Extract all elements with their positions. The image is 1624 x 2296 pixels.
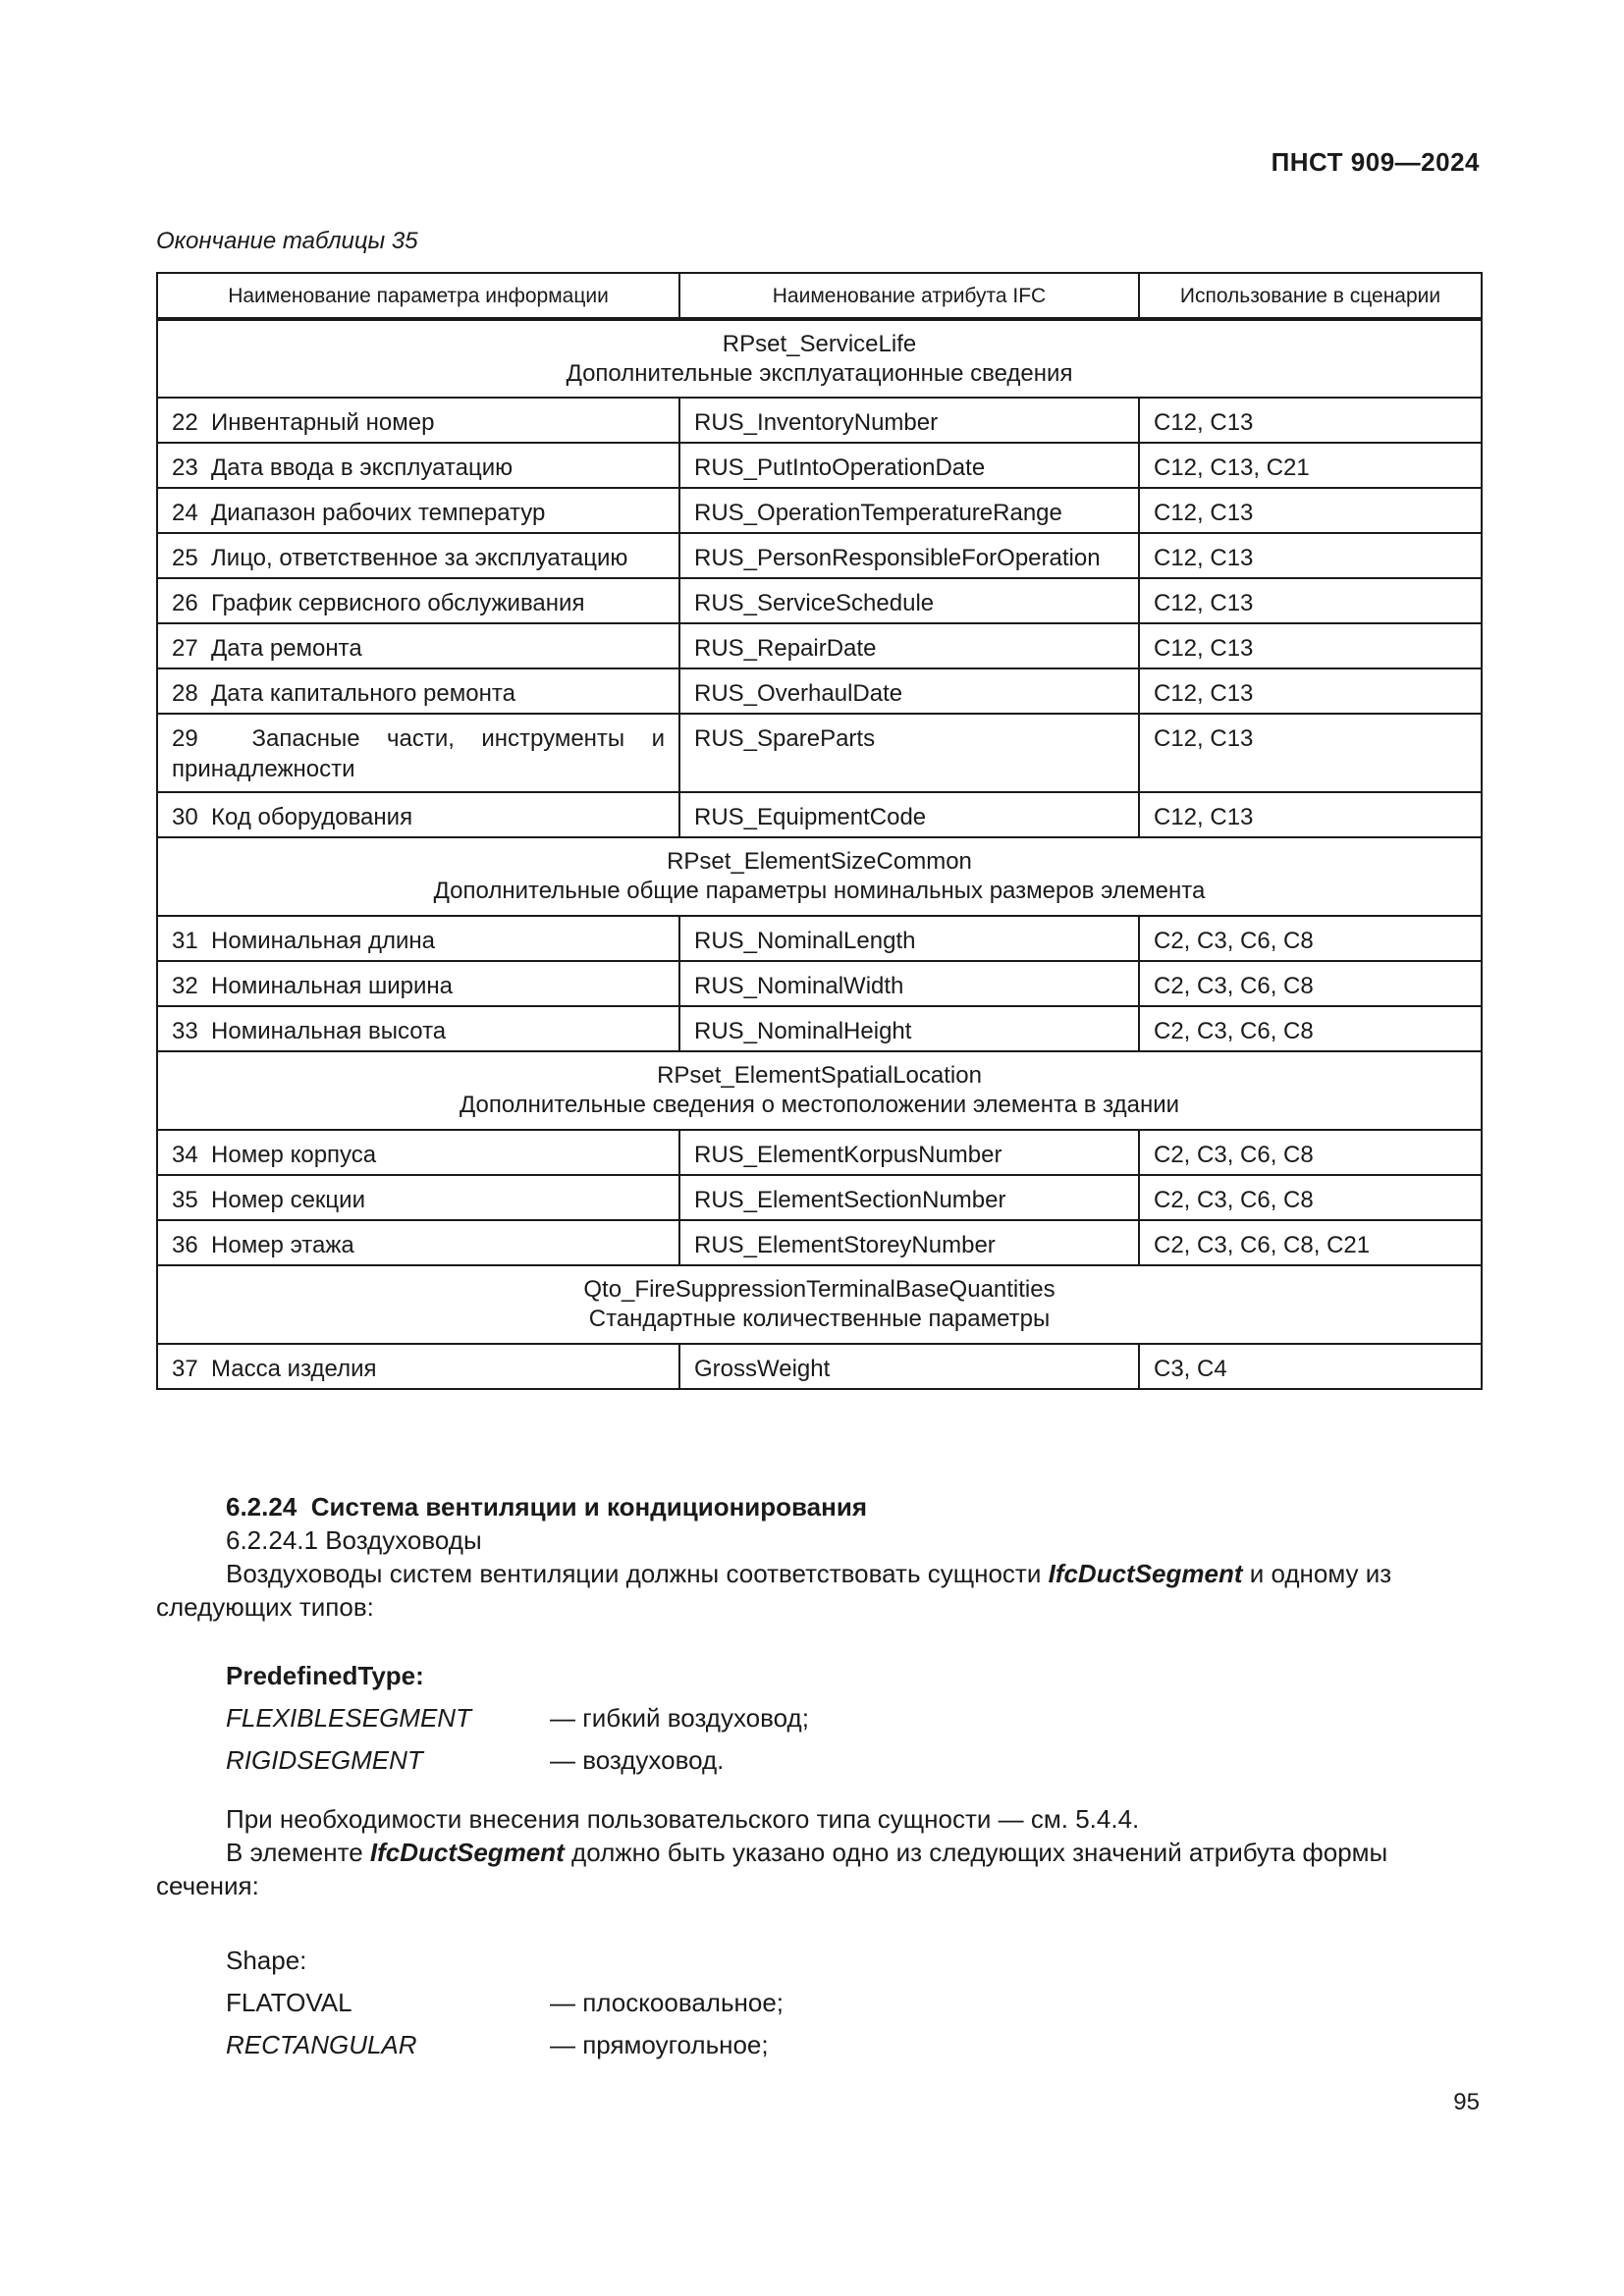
entity-name: IfcDuctSegment <box>369 1838 565 1867</box>
param-cell: 31 Номинальная длина <box>157 916 679 961</box>
group-header <box>157 1051 1482 1130</box>
param-cell: 30 Код оборудования <box>157 792 679 837</box>
attribute-cell: GrossWeight <box>679 1344 1139 1389</box>
section-block-2 <box>156 1802 1481 1902</box>
usage-cell: C12, C13, C21 <box>1139 443 1482 488</box>
attribute-cell: RUS_NominalHeight <box>679 1006 1139 1051</box>
table-row <box>157 533 1482 578</box>
paragraph-2: При необходимости внесения пользовательского типа сущности — см. 5.4.4. <box>226 1804 1140 1834</box>
attribute-cell: RUS_EquipmentCode <box>679 792 1139 837</box>
param-cell: 23 Дата ввода в эксплуатацию <box>157 443 679 488</box>
paragraph-3 <box>156 1836 1481 1869</box>
attribute-cell: RUS_InventoryNumber <box>679 398 1139 443</box>
predefined-value: — воздуховод. <box>550 1745 725 1775</box>
table-row <box>157 1220 1482 1265</box>
group-subtitle: Дополнительные сведения о местоположении элемента в здании <box>459 1092 1180 1118</box>
group-title: RPset_ServiceLife <box>722 330 917 357</box>
attribute-cell: RUS_ElementStoreyNumber <box>679 1220 1139 1265</box>
table-row <box>157 916 1482 961</box>
param-cell: 36 Номер этажа <box>157 1220 679 1265</box>
shape-key: RECTANGULAR <box>226 2030 417 2059</box>
param-cell: 28 Дата капитального ремонта <box>157 668 679 714</box>
parameters-table <box>156 272 1483 1390</box>
usage-cell: C12, C13 <box>1139 398 1482 443</box>
group-title: RPset_ElementSpatialLocation <box>657 1062 982 1089</box>
shape-item <box>226 2028 769 2061</box>
table-caption: Окончание таблицы 35 <box>156 228 418 254</box>
group-header <box>157 837 1482 916</box>
attribute-cell: RUS_ElementKorpusNumber <box>679 1130 1139 1175</box>
attribute-cell: RUS_ServiceSchedule <box>679 578 1139 623</box>
column-header: Использование в сценарии <box>1139 273 1482 319</box>
paragraph-text: Воздуховоды систем вентиляции должны соответствовать сущности <box>226 1559 1049 1588</box>
group-row <box>157 837 1482 916</box>
table-row <box>157 1006 1482 1051</box>
usage-cell: C2, C3, C6, C8 <box>1139 961 1482 1006</box>
group-row <box>157 319 1482 398</box>
attribute-cell: RUS_RepairDate <box>679 623 1139 668</box>
attribute-cell: RUS_ElementSectionNumber <box>679 1175 1139 1220</box>
section-heading-text: Система вентиляции и кондиционирования <box>310 1492 867 1522</box>
group-subtitle: Дополнительные эксплуатационные сведения <box>566 359 1073 387</box>
group-title: Qto_FireSuppressionTerminalBaseQuantities <box>583 1276 1056 1303</box>
param-cell: 29 Запасные части, инструменты и принадлежности <box>157 714 679 792</box>
param-cell: 37 Масса изделия <box>157 1344 679 1389</box>
predefined-key: FLEXIBLESEGMENT <box>226 1703 471 1733</box>
predefined-item <box>226 1701 809 1735</box>
usage-cell: C12, C13 <box>1139 714 1482 792</box>
usage-cell: C2, C3, C6, C8 <box>1139 916 1482 961</box>
predefined-key: RIGIDSEGMENT <box>226 1745 423 1775</box>
predefined-value: — гибкий воздуховод; <box>550 1703 809 1733</box>
paragraph-text: и одному из <box>1242 1559 1392 1588</box>
paragraph-text: должно быть указано одно из следующих значений атрибута формы <box>564 1838 1388 1867</box>
table-row <box>157 443 1482 488</box>
table-row <box>157 668 1482 714</box>
usage-cell: C12, C13 <box>1139 668 1482 714</box>
predefined-item <box>226 1743 724 1777</box>
group-row <box>157 1051 1482 1130</box>
attribute-cell: RUS_PersonResponsibleForOperation <box>679 533 1139 578</box>
attribute-cell: RUS_NominalWidth <box>679 961 1139 1006</box>
param-cell: 32 Номинальная ширина <box>157 961 679 1006</box>
paragraph-1 <box>156 1557 1481 1590</box>
param-cell: 27 Дата ремонта <box>157 623 679 668</box>
param-cell: 26 График сервисного обслуживания <box>157 578 679 623</box>
section-heading-number: 6.2.24 <box>226 1492 298 1522</box>
usage-cell: C2, C3, C6, C8 <box>1139 1006 1482 1051</box>
paragraph-text: В элементе <box>226 1838 370 1867</box>
table-row <box>157 1344 1482 1389</box>
usage-cell: C12, C13 <box>1139 578 1482 623</box>
section-heading <box>156 1490 1481 1523</box>
usage-cell: C2, C3, C6, C8 <box>1139 1175 1482 1220</box>
section-block <box>156 1490 1481 1624</box>
group-title: RPset_ElementSizeCommon <box>667 848 972 875</box>
attribute-cell: RUS_NominalLength <box>679 916 1139 961</box>
predefined-type-label: PredefinedType: <box>226 1661 424 1690</box>
paragraph-3-continued: сечения: <box>156 1871 259 1900</box>
group-subtitle: Дополнительные общие параметры номинальных размеров элемента <box>433 878 1206 904</box>
attribute-cell: RUS_OperationTemperatureRange <box>679 488 1139 533</box>
attribute-cell: RUS_PutIntoOperationDate <box>679 443 1139 488</box>
param-cell: 24 Диапазон рабочих температур <box>157 488 679 533</box>
column-header: Наименование параметра информации <box>157 273 679 319</box>
table-row <box>157 961 1482 1006</box>
shape-value: — прямоугольное; <box>550 2030 769 2059</box>
table-row <box>157 714 1482 792</box>
paragraph-1-continued: следующих типов: <box>156 1592 374 1622</box>
table-row <box>157 792 1482 837</box>
shape-label: Shape: <box>226 1946 307 1975</box>
usage-cell: C12, C13 <box>1139 792 1482 837</box>
sub-heading: 6.2.24.1 Воздуховоды <box>226 1525 482 1555</box>
document-code: ПНСТ 909—2024 <box>1271 147 1480 177</box>
param-cell: 35 Номер секции <box>157 1175 679 1220</box>
usage-cell: C2, C3, C6, C8 <box>1139 1130 1482 1175</box>
param-cell: 33 Номинальная высота <box>157 1006 679 1051</box>
param-cell: 22 Инвентарный номер <box>157 398 679 443</box>
group-subtitle: Стандартные количественные параметры <box>588 1306 1051 1332</box>
shape-key: FLATOVAL <box>226 1988 352 2017</box>
table-row <box>157 578 1482 623</box>
param-cell: 34 Номер корпуса <box>157 1130 679 1175</box>
table-row <box>157 1175 1482 1220</box>
usage-cell: C2, C3, C6, C8, C21 <box>1139 1220 1482 1265</box>
table-header-row <box>157 273 1482 319</box>
usage-cell: C12, C13 <box>1139 623 1482 668</box>
table-row <box>157 623 1482 668</box>
page-number: 95 <box>1453 2089 1480 2115</box>
shape-value: — плоскоовальное; <box>550 1988 785 2017</box>
param-cell: 25 Лицо, ответственное за эксплуатацию <box>157 533 679 578</box>
group-row <box>157 1265 1482 1344</box>
attribute-cell: RUS_SpareParts <box>679 714 1139 792</box>
table-row <box>157 488 1482 533</box>
group-header <box>157 1265 1482 1344</box>
table-row <box>157 1130 1482 1175</box>
column-header: Наименование атрибута IFC <box>679 273 1139 319</box>
usage-cell: C3, C4 <box>1139 1344 1482 1389</box>
usage-cell: C12, C13 <box>1139 488 1482 533</box>
attribute-cell: RUS_OverhaulDate <box>679 668 1139 714</box>
usage-cell: C12, C13 <box>1139 533 1482 578</box>
table-row <box>157 398 1482 443</box>
entity-name: IfcDuctSegment <box>1048 1559 1243 1588</box>
shape-item <box>226 1986 784 2019</box>
group-header <box>157 319 1482 398</box>
